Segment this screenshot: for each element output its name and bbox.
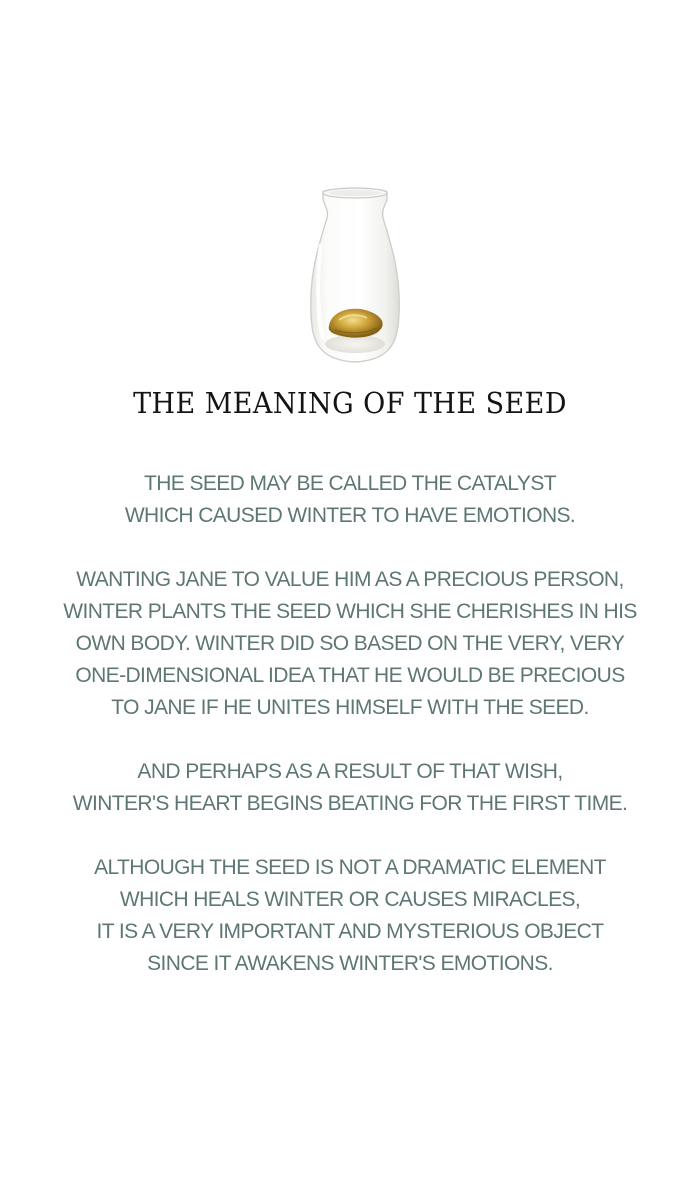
text-line: TO JANE IF HE UNITES HIMSELF WITH THE SEED. bbox=[111, 696, 589, 719]
seed-jar-icon bbox=[305, 184, 405, 368]
text-line: WANTING JANE TO VALUE HIM AS A PRECIOUS PERSON, bbox=[76, 568, 624, 591]
text-line: WHICH CAUSED WINTER TO HAVE EMOTIONS. bbox=[124, 504, 576, 527]
text-line: WINTER'S HEART BEGINS BEATING FOR THE FIRST TIME. bbox=[72, 792, 628, 815]
text-line: WHICH HEALS WINTER OR CAUSES MIRACLES, bbox=[119, 888, 581, 911]
paragraph-4 bbox=[0, 852, 700, 980]
paragraph-2 bbox=[0, 564, 700, 724]
text-line: AND PERHAPS AS A RESULT OF THAT WISH, bbox=[137, 760, 563, 783]
text-line: ALTHOUGH THE SEED IS NOT A DRAMATIC ELEMENT bbox=[94, 856, 606, 879]
paragraph-1 bbox=[0, 468, 700, 532]
paragraph-3 bbox=[0, 756, 700, 820]
page-title: THE MEANING OF THE SEED bbox=[133, 386, 567, 420]
text-line: THE SEED MAY BE CALLED THE CATALYST bbox=[144, 472, 556, 495]
text-line: ONE-DIMENSIONAL IDEA THAT HE WOULD BE PRECIOUS bbox=[75, 664, 625, 687]
text-line: WINTER PLANTS THE SEED WHICH SHE CHERISHES IN HIS bbox=[63, 600, 637, 623]
text-line: SINCE IT AWAKENS WINTER'S EMOTIONS. bbox=[147, 952, 553, 975]
text-line: IT IS A VERY IMPORTANT AND MYSTERIOUS OBJECT bbox=[96, 920, 604, 943]
description bbox=[0, 468, 700, 1012]
text-line: OWN BODY. WINTER DID SO BASED ON THE VERY, VERY bbox=[75, 632, 625, 655]
